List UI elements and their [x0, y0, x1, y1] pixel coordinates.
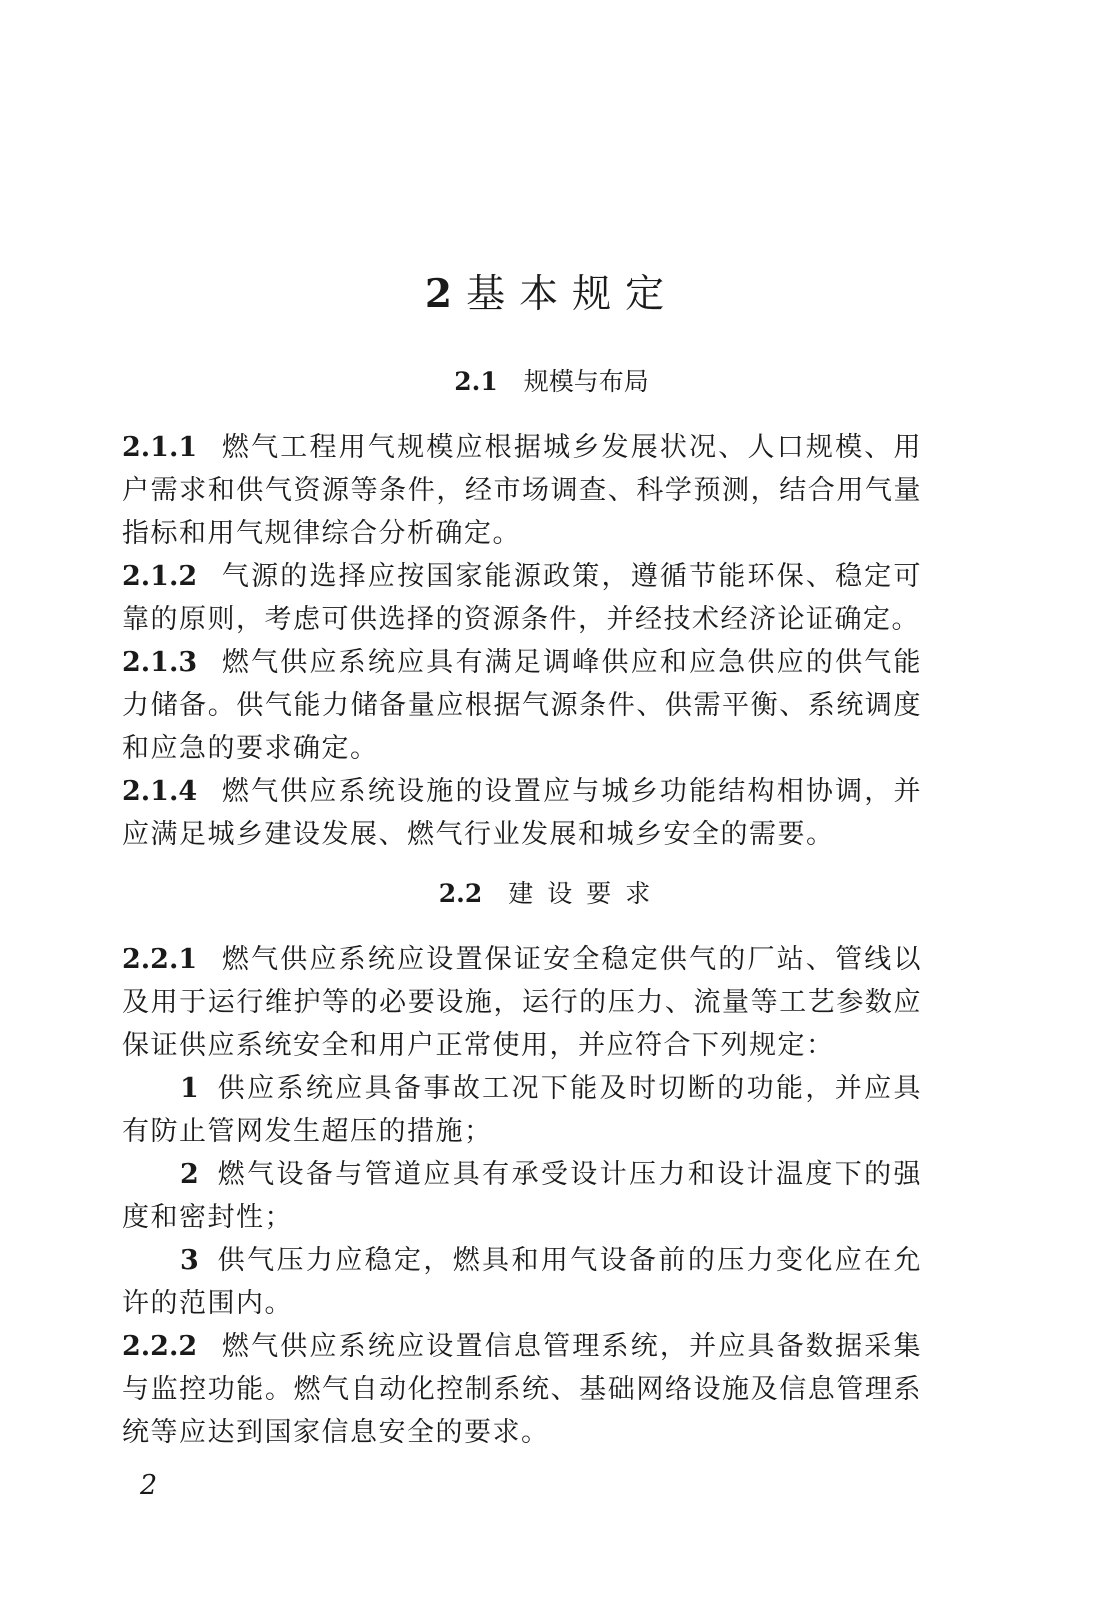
clause-number: 2.1.4 [122, 776, 198, 807]
clause-2-1-1 [122, 426, 922, 555]
chapter-title [0, 268, 1103, 321]
clause-text: 燃气供应系统应设置信息管理系统，并应具备数据采集与监控功能。燃气自动化控制系统、基础网络设施及信息管理系统等应达到国家信息安全的要求。 [122, 1331, 922, 1448]
clause-2-2-1 [122, 938, 922, 1067]
clause-number: 2.1.2 [122, 561, 198, 592]
item-text: 燃气设备与管道应具有承受设计压力和设计温度下的强度和密封性； [122, 1159, 922, 1233]
clause-text: 燃气供应系统应具有满足调峰供应和应急供应的供气能力储备。供气能力储备量应根据气源条件、供需平衡、系统调度和应急的要求确定。 [122, 647, 922, 764]
clause-number: 2.2.1 [122, 944, 198, 975]
clause-2-2-1-item-2 [122, 1153, 922, 1239]
item-text: 供气压力应稳定，燃具和用气设备前的压力变化应在允许的范围内。 [122, 1245, 922, 1319]
item-number: 1 [180, 1073, 199, 1104]
section-title-2-1 [0, 364, 1103, 400]
section-number: 2.1 [454, 367, 498, 396]
clause-2-1-3 [122, 641, 922, 770]
chapter-title-text: 基本规定 [466, 272, 679, 317]
item-number: 3 [180, 1245, 199, 1276]
section-title-text: 建设要求 [508, 879, 665, 908]
clause-text: 燃气供应系统应设置保证安全稳定供气的厂站、管线以及用于运行维护等的必要设施，运行的压力、流量等工艺参数应保证供应系统安全和用户正常使用，并应符合下列规定： [122, 944, 922, 1061]
clause-2-1-2 [122, 555, 922, 641]
clause-number: 2.1.3 [122, 647, 198, 678]
section-title-2-2 [0, 876, 1103, 912]
section-number: 2.2 [438, 879, 483, 908]
clause-number: 2.1.1 [122, 432, 198, 463]
clause-text: 气源的选择应按国家能源政策，遵循节能环保、稳定可靠的原则，考虑可供选择的资源条件，并经技术经济论证确定。 [122, 561, 922, 635]
chapter-number: 2 [424, 271, 453, 317]
clause-2-1-4 [122, 770, 922, 856]
clause-text: 燃气工程用气规模应根据城乡发展状况、人口规模、用户需求和供气资源等条件，经市场调查、科学预测，结合用气量指标和用气规律综合分析确定。 [122, 432, 922, 549]
clause-number: 2.2.2 [122, 1331, 198, 1362]
item-text: 供应系统应具备事故工况下能及时切断的功能，并应具有防止管网发生超压的措施； [122, 1073, 922, 1147]
section-title-text: 规模与布局 [523, 367, 649, 396]
clause-2-2-2 [122, 1325, 922, 1454]
clause-2-2-1-item-1 [122, 1067, 922, 1153]
item-number: 2 [180, 1159, 199, 1190]
section-2-2-body [122, 938, 922, 1454]
clause-2-2-1-item-3 [122, 1239, 922, 1325]
section-2-1-body [122, 426, 922, 856]
clause-text: 燃气供应系统设施的设置应与城乡功能结构相协调，并应满足城乡建设发展、燃气行业发展和城乡安全的需要。 [122, 776, 922, 850]
page-number: 2 [140, 1470, 158, 1501]
